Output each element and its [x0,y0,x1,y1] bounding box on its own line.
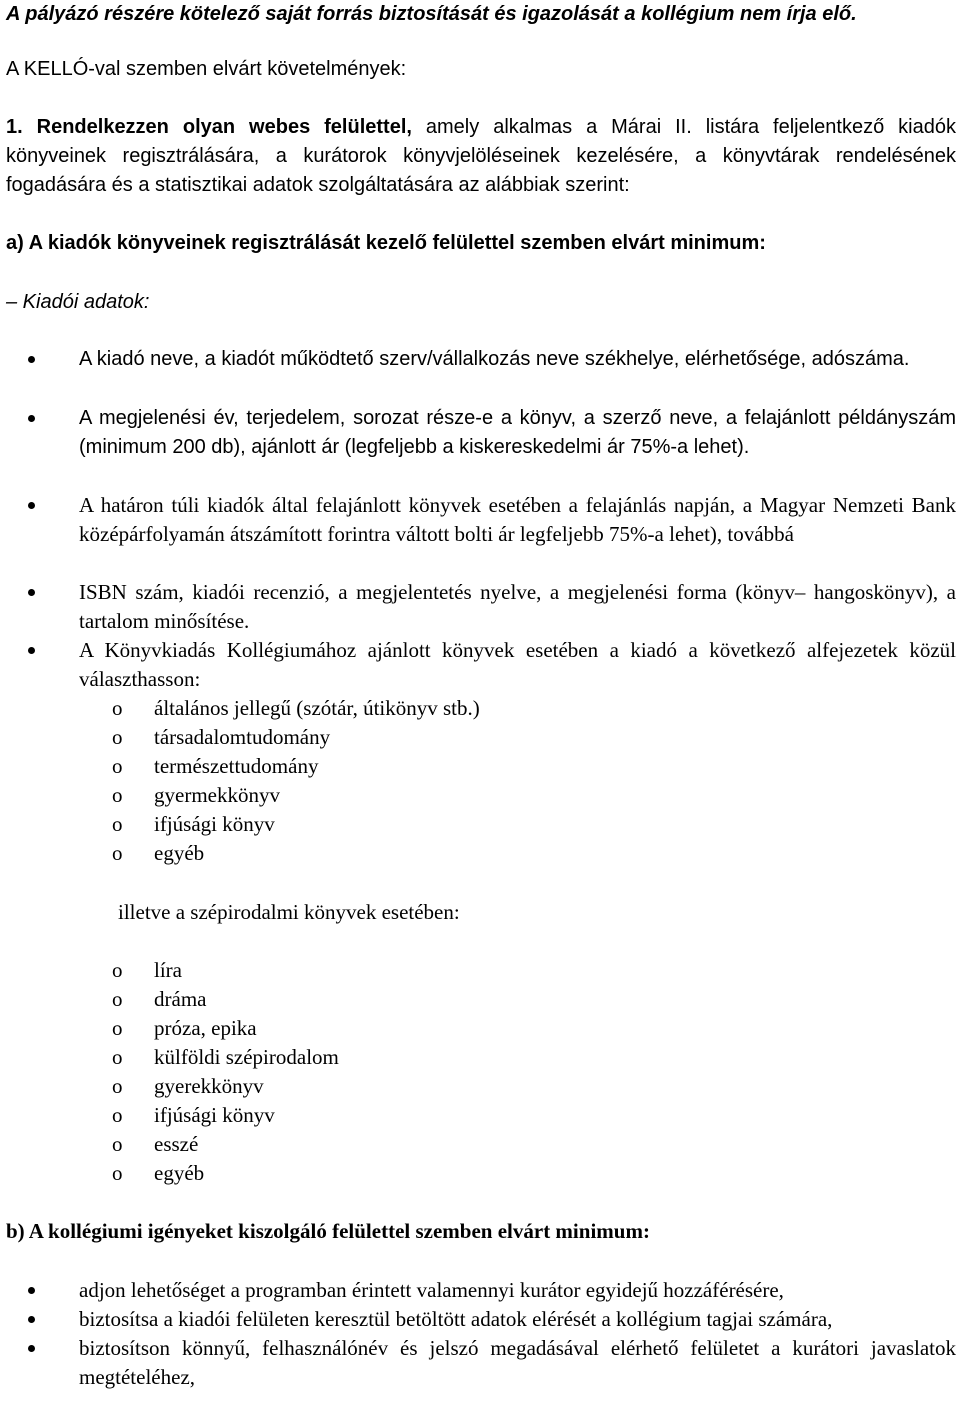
requirement-1-bold: 1. Rendelkezzen olyan webes felülettel, [6,116,412,138]
list-item: A Könyvkiadás Kollégiumához ajánlott könyvek esetében a kiadó a következő alfejezetek közül választhasson: [6,636,956,694]
list-item: A határon túli kiadók által felajánlott könyvek esetében a felajánlás napján, a Magyar Nemzeti Bank középárfolyamán átszámított forintra váltott bolti ár legfeljebb 75%-a lehet), továbbá [6,491,956,549]
bullet-icon [28,647,35,654]
publisher-data-list-5 [6,636,956,694]
requirements-heading: A KELLÓ-val szemben elvárt követelmények: [6,58,407,80]
literary-intro: illetve a szépirodalmi könyvek esetében: [118,900,460,924]
list-item: o esszé [112,1132,199,1156]
publisher-data-label: – Kiadói adatok: [6,291,150,313]
list-item: o gyerekkönyv [112,1074,264,1098]
section-a-title: a) A kiadók könyveinek regisztrálását kezelő felülettel szemben elvárt minimum: [6,232,766,254]
list-item: o ifjúsági könyv [112,812,275,836]
list-item: A megjelenési év, terjedelem, sorozat része-e a könyv, a szerző neve, a felajánlott példányszám (minimum 200 db), ajánlott ár (legfeljebb a kiskereskedelmi ár 75%-a lehet). [6,404,956,462]
section-b-title: b) A kollégiumi igényeket kiszolgáló felülettel szemben elvárt minimum: [6,1219,650,1243]
bullet-icon [28,1316,35,1323]
list-item: o gyermekkönyv [112,783,280,807]
intro-note: A pályázó részére kötelező saját forrás biztosítását és igazolását a kollégium nem írja elő. [6,3,857,25]
list-item: o társadalomtudomány [112,725,331,749]
literary-subcategory-list [6,956,339,1188]
list-item: o dráma [112,987,207,1011]
list-item: adjon lehetőséget a programban érintett valamennyi kurátor egyidejű hozzáférésére, [6,1276,956,1305]
list-item: o líra [112,958,182,982]
list-item: o külföldi szépirodalom [112,1045,339,1069]
list-item: o egyéb [112,841,205,865]
list-item: biztosítsa a kiadói felületen keresztül betöltött adatok elérését a kollégium tagjai számára, [6,1305,956,1334]
bullet-icon [28,589,35,596]
bullet-icon [28,1287,35,1294]
general-subcategory-list [6,694,480,868]
list-item: A kiadó neve, a kiadót működtető szerv/vállalkozás neve székhelye, elérhetősége, adószáma. [6,345,956,374]
requirement-1 [6,113,956,200]
requirement-1-text: amely alkalmas a Márai II. listára feljelentkező kiadók könyveinek regisztrálására, a kurátorok könyvjelöléseinek kezelésére, a könyvtárak rendelésének fogadására és a statisztikai adatok szolgáltatására az alábbiak szerint: [6,116,956,196]
bullet-icon [28,356,35,363]
list-item: o egyéb [112,1161,205,1185]
list-item: biztosítson könnyű, felhasználónév és jelszó megadásával elérhető felületet a kurátori javaslatok megtételéhez, [6,1334,956,1392]
list-item: o általános jellegű (szótár, útikönyv stb.) [112,696,480,720]
publisher-data-list-4 [6,578,956,636]
list-item: ISBN szám, kiadói recenzió, a megjelentetés nyelve, a megjelenési forma (könyv– hangoskönyv), a tartalom minősítése. [6,578,956,636]
curator-interface-list [6,1276,956,1392]
publisher-data-list-2 [6,404,956,462]
list-item: o természettudomány [112,754,319,778]
list-item: o ifjúsági könyv [112,1103,275,1127]
list-item: o próza, epika [112,1016,257,1040]
bullet-icon [28,502,35,509]
publisher-data-list [6,345,956,374]
bullet-icon [28,415,35,422]
publisher-data-list-3 [6,491,956,549]
bullet-icon [28,1345,35,1352]
